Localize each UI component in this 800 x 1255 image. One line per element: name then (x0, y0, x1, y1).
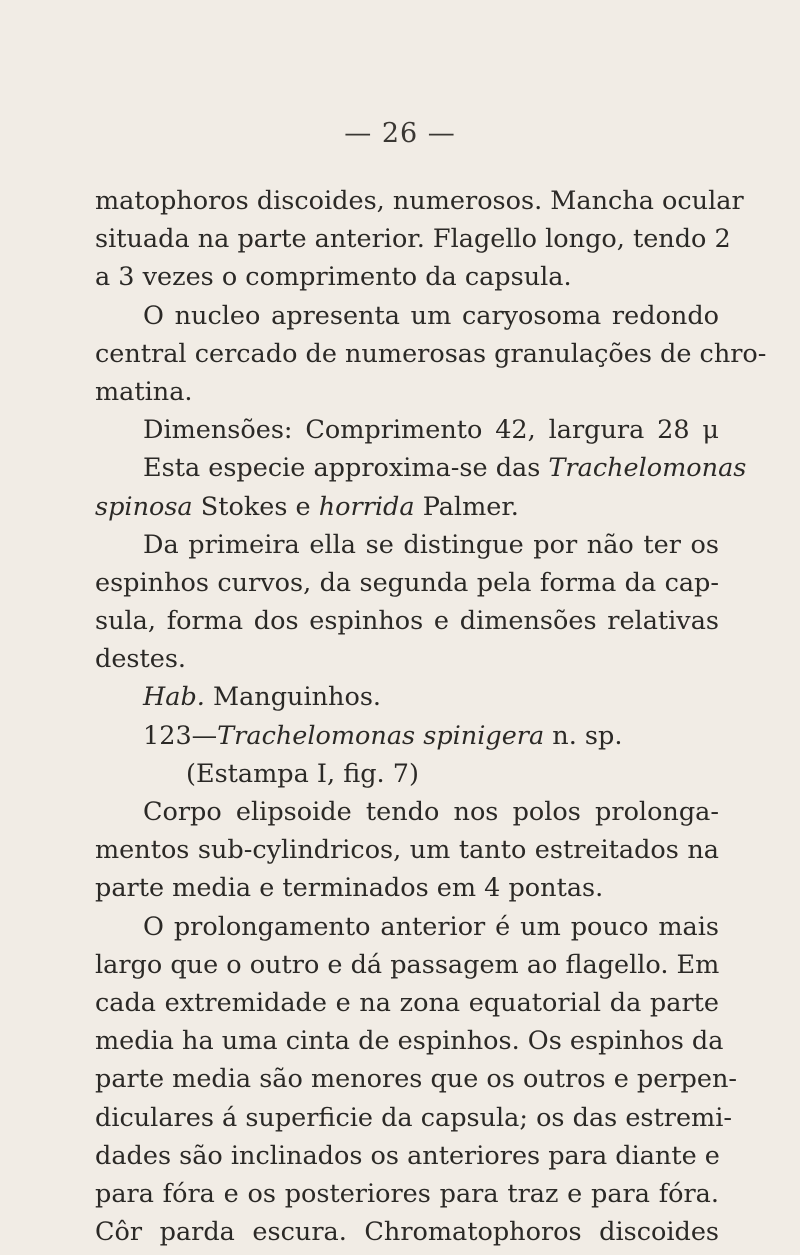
text-line: a 3 vezes o comprimento da capsula. (95, 262, 572, 293)
species-number: 123— (143, 720, 218, 751)
habitat-label: Hab. (143, 682, 205, 713)
text-line: cada extremidade e na zona equatorial da parte (95, 987, 719, 1018)
text-line: Corpo elipsoide tendo nos polos prolonga- (143, 797, 719, 827)
body-text (95, 182, 767, 1251)
text-run: Esta especie approxima-se das (143, 453, 549, 484)
species-name: Trachelomonas spinigera (217, 720, 545, 751)
text-line: matophoros discoides, numerosos. Mancha ocular (95, 186, 744, 216)
text-line: Dimensões: Comprimento 42, largura 28 μ (143, 415, 719, 446)
text-line: diculares á superficie da capsula; os das estremi- (95, 1102, 733, 1133)
text-line: matina. (95, 376, 193, 407)
text-line: para fóra e os posteriores para traz e para fóra. (95, 1178, 719, 1209)
text-line (95, 678, 719, 716)
species-name: spinosa (95, 491, 193, 522)
text-line: parte media são menores que os outros e perpen- (95, 1064, 737, 1095)
text-line: parte media e terminados em 4 pontas. (95, 873, 604, 904)
text-line: O prolongamento anterior é um pouco mais (143, 911, 719, 942)
plate-reference: (Estampa I, fig. 7) (186, 758, 419, 789)
text-line: largo que o outro e dá passagem ao flagello. Em (95, 949, 720, 980)
text-line: O nucleo apresenta um caryosoma redondo (143, 300, 719, 331)
text-line (95, 488, 719, 526)
text-line: situada na parte anterior. Flagello longo, tendo 2 (95, 224, 731, 255)
text-line: media ha uma cinta de espinhos. Os espinhos da (95, 1026, 724, 1057)
text-line: central cercado de numerosas granulações de chro- (95, 338, 767, 369)
text-line: mentos sub-cylindricos, um tanto estreitados na (95, 835, 719, 866)
text-line: destes. (95, 644, 187, 675)
text-line: dades são inclinados os anteriores para diante e (95, 1140, 720, 1171)
species-heading (95, 717, 719, 755)
text-run: Stokes e (192, 491, 319, 522)
text-line: Da primeira ella se distingue por não ter os (143, 529, 719, 560)
text-line (95, 449, 747, 487)
page-number: — 26 — (344, 118, 456, 149)
text-run: Palmer. (414, 491, 519, 522)
species-name: Trachelomonas (548, 453, 747, 484)
text-line: Côr parda escura. Chromatophoros discoides (95, 1217, 719, 1248)
species-name: horrida (318, 491, 415, 522)
text-line: espinhos curvos, da segunda pela forma da cap- (95, 567, 719, 598)
text-line: sula, forma dos espinhos e dimensões relativas (95, 606, 719, 637)
text-run: Manguinhos. (204, 682, 382, 713)
text-run: n. sp. (544, 720, 623, 751)
